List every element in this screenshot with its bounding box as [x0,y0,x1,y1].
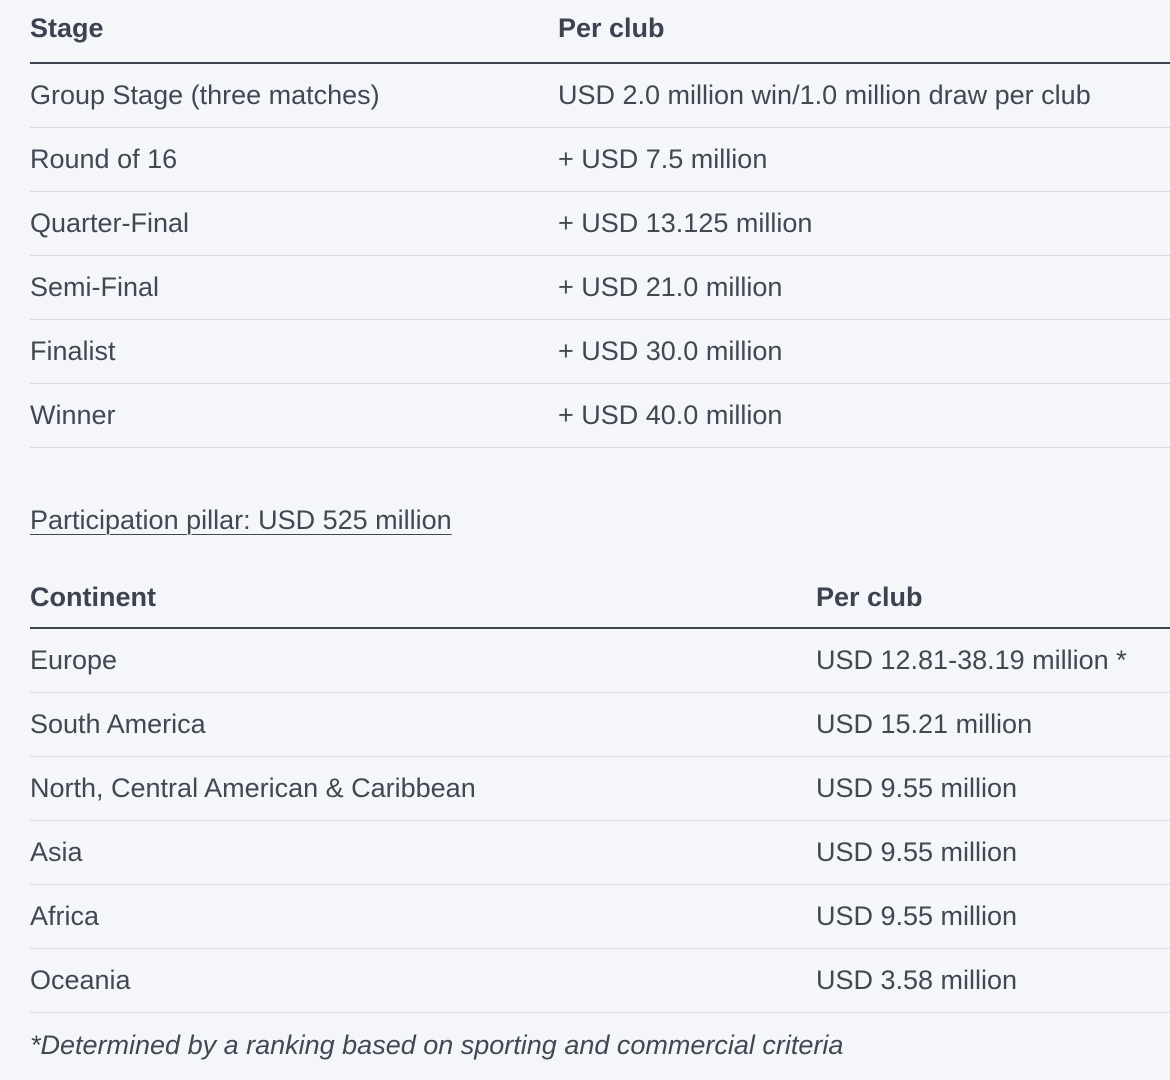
table-row [30,628,1170,692]
column-header-stage: Stage [30,12,104,43]
stage-cell: Round of 16 [30,143,178,174]
table-row [30,884,1170,948]
amount-cell: USD 9.55 million [816,836,1018,867]
table-row [30,63,1170,127]
continent-cell: North, Central American & Caribbean [30,772,476,803]
table-row [30,191,1170,255]
amount-cell: + USD 13.125 million [558,207,813,238]
amount-cell: + USD 30.0 million [558,335,783,366]
continent-cell: Oceania [30,964,131,995]
table-row [30,692,1170,756]
continent-cell: South America [30,708,206,739]
table-header-row [30,568,1170,628]
table-row [30,820,1170,884]
amount-cell: + USD 21.0 million [558,271,783,302]
table-row [30,127,1170,191]
table-header-row [30,0,1170,63]
continent-cell: Europe [30,644,118,675]
table-row [30,383,1170,447]
amount-cell: + USD 7.5 million [558,143,768,174]
stage-prize-table [30,0,1170,448]
table-row [30,948,1170,1012]
amount-cell: USD 12.81-38.19 million * [816,644,1127,675]
amount-cell: USD 9.55 million [816,772,1018,803]
table-row [30,255,1170,319]
column-header-continent: Continent [30,582,156,612]
participation-pillar-link[interactable]: Participation pillar: USD 525 million [30,505,452,535]
amount-cell: + USD 40.0 million [558,399,783,430]
amount-cell: USD 9.55 million [816,900,1018,931]
page-content [30,0,1170,1060]
continent-cell: Africa [30,900,100,931]
stage-cell: Quarter-Final [30,207,190,238]
table-row [30,319,1170,383]
continent-participation-table [30,568,1170,1013]
continent-cell: Asia [30,836,83,867]
stage-cell: Semi-Final [30,271,160,302]
footnote: *Determined by a ranking based on sporting and commercial criteria [30,1030,844,1060]
amount-cell: USD 2.0 million win/1.0 million draw per club [558,79,1091,110]
column-header-per-club: Per club [816,582,923,612]
table-row [30,756,1170,820]
amount-cell: USD 3.58 million [816,964,1018,995]
stage-cell: Group Stage (three matches) [30,79,380,110]
stage-cell: Winner [30,399,116,430]
amount-cell: USD 15.21 million [816,708,1033,739]
stage-cell: Finalist [30,335,116,366]
column-header-per-club: Per club [558,12,665,43]
